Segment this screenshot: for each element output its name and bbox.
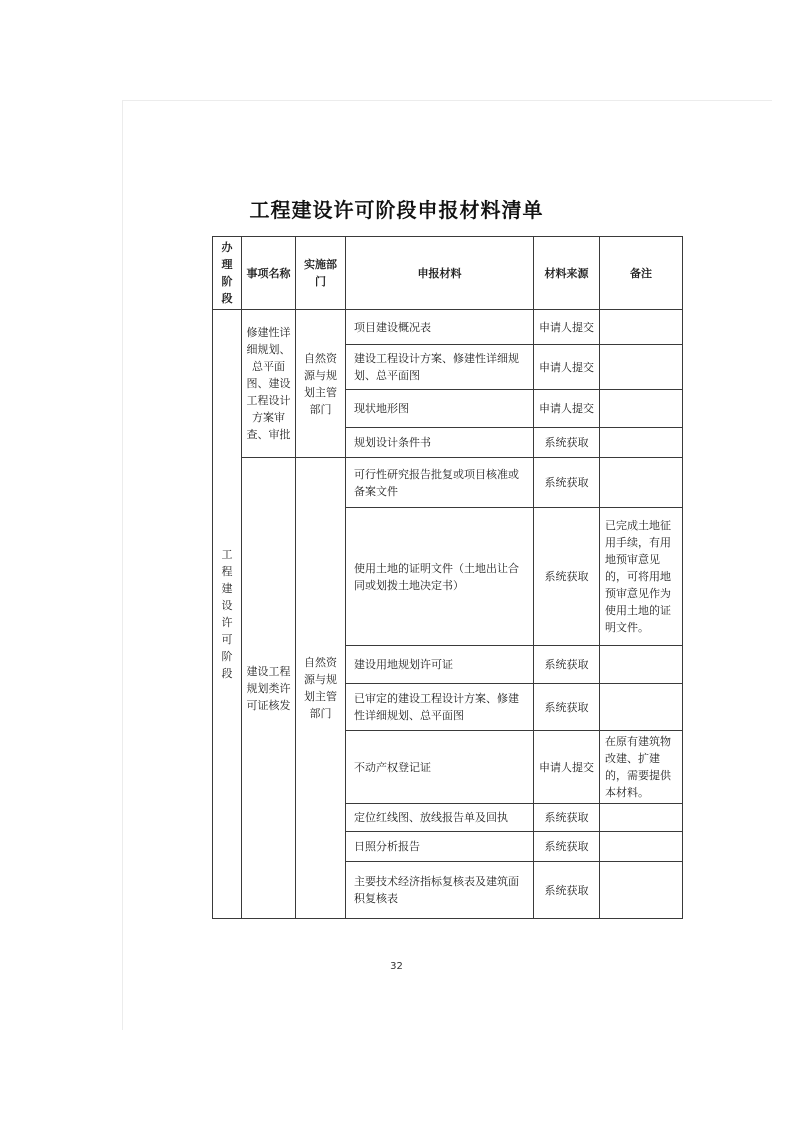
dept-cell-2: 自然资源与规划主管部门 [296, 458, 346, 919]
material-cell: 定位红线图、放线报告单及回执 [346, 804, 534, 832]
page-edge-top [122, 100, 772, 101]
material-cell: 使用土地的证明文件（土地出让合同或划拨土地决定书） [346, 508, 534, 646]
material-cell: 日照分析报告 [346, 832, 534, 862]
document-title: 工程建设许可阶段申报材料清单 [249, 198, 544, 222]
source-cell: 系统获取 [534, 458, 600, 508]
material-cell: 不动产权登记证 [346, 731, 534, 804]
source-cell: 申请人提交 [534, 310, 600, 345]
header-stage: 办理阶段 [213, 237, 242, 310]
remark-cell [600, 345, 683, 390]
material-cell: 现状地形图 [346, 390, 534, 428]
material-cell: 主要技术经济指标复核表及建筑面积复核表 [346, 862, 534, 919]
header-source: 材料来源 [534, 237, 600, 310]
page-number: 32 [390, 961, 403, 972]
remark-cell [600, 684, 683, 731]
stage-cell: 工程建设许可阶段 [213, 310, 242, 919]
remark-cell [600, 428, 683, 458]
item-cell-1: 修建性详细规划、总平面图、建设工程设计方案审查、审批 [242, 310, 296, 458]
source-cell: 系统获取 [534, 804, 600, 832]
materials-table [212, 236, 683, 919]
remark-cell [600, 646, 683, 684]
remark-cell: 在原有建筑物改建、扩建的，需要提供本材料。 [600, 731, 683, 804]
dept-cell-1: 自然资源与规划主管部门 [296, 310, 346, 458]
source-cell: 系统获取 [534, 684, 600, 731]
source-cell: 系统获取 [534, 428, 600, 458]
header-item: 事项名称 [242, 237, 296, 310]
source-cell: 系统获取 [534, 508, 600, 646]
item-cell-2: 建设工程规划类许可证核发 [242, 458, 296, 919]
remark-cell: 已完成土地征用手续，有用地预审意见的，可将用地预审意见作为使用土地的证明文件。 [600, 508, 683, 646]
source-cell: 申请人提交 [534, 390, 600, 428]
remark-cell [600, 310, 683, 345]
remark-cell [600, 804, 683, 832]
remark-cell [600, 458, 683, 508]
header-material: 申报材料 [346, 237, 534, 310]
header-row [213, 237, 683, 310]
material-cell: 已审定的建设工程设计方案、修建性详细规划、总平面图 [346, 684, 534, 731]
material-cell: 规划设计条件书 [346, 428, 534, 458]
header-dept: 实施部门 [296, 237, 346, 310]
source-cell: 系统获取 [534, 862, 600, 919]
header-remark: 备注 [600, 237, 683, 310]
source-cell: 系统获取 [534, 646, 600, 684]
page-edge-left [122, 100, 123, 1030]
table-row [213, 458, 683, 508]
material-cell: 建设用地规划许可证 [346, 646, 534, 684]
remark-cell [600, 832, 683, 862]
source-cell: 申请人提交 [534, 345, 600, 390]
material-cell: 项目建设概况表 [346, 310, 534, 345]
source-cell: 申请人提交 [534, 731, 600, 804]
source-cell: 系统获取 [534, 832, 600, 862]
table-row [213, 310, 683, 345]
material-cell: 可行性研究报告批复或项目核准或备案文件 [346, 458, 534, 508]
remark-cell [600, 862, 683, 919]
material-cell: 建设工程设计方案、修建性详细规划、总平面图 [346, 345, 534, 390]
remark-cell [600, 390, 683, 428]
